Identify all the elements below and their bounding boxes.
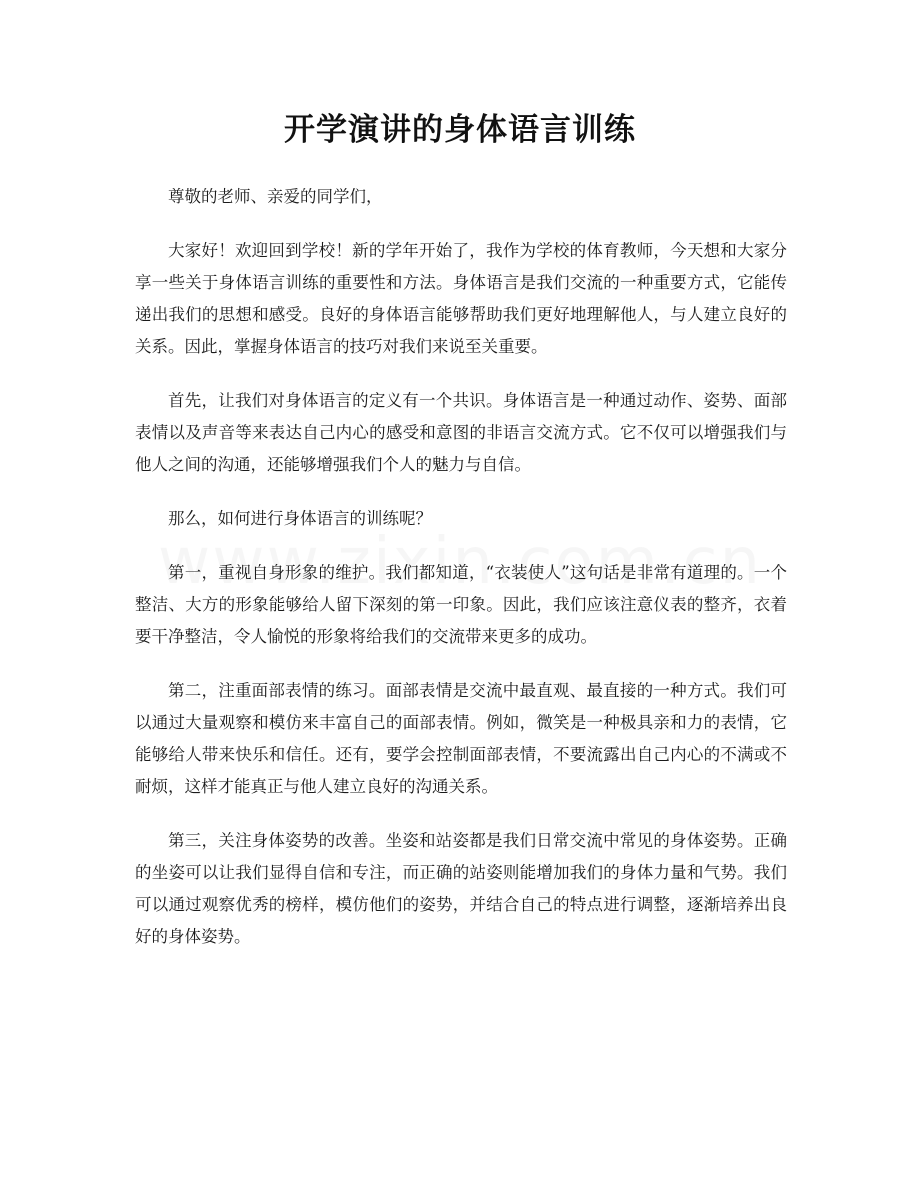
document-body [135,181,787,975]
paragraph-intro: 大家好！欢迎回到学校！新的学年开始了，我作为学校的体育教师，今天想和大家分享一些关于身体语言训练的重要性和方法。身体语言是我们交流的一种重要方式，它能传递出我们的思想和感受。良好的身体语言能够帮助我们更好地理解他人，与人建立良好的关系。因此，掌握身体语言的技巧对我们来说至关重要。 [135,241,787,356]
paragraph-definition: 首先，让我们对身体语言的定义有一个共识。身体语言是一种通过动作、姿势、面部表情以及声音等来表达自己内心的感受和意图的非语言交流方式。它不仅可以增强我们与他人之间的沟通，还能够增强我们个人的魅力与自信。 [135,391,787,474]
paragraph-first-point: 第一，重视自身形象的维护。我们都知道，“衣装使人”这句话是非常有道理的。一个整洁、大方的形象能够给人留下深刻的第一印象。因此，我们应该注意仪表的整齐，衣着要干净整洁，令人愉悦的形象将给我们的交流带来更多的成功。 [135,563,787,646]
paragraph-greeting: 尊敬的老师、亲爱的同学们， [168,187,383,206]
paragraph-second-point: 第二，注重面部表情的练习。面部表情是交流中最直观、最直接的一种方式。我们可以通过大量观察和模仿来丰富自己的面部表情。例如，微笑是一种极具亲和力的表情，它能够给人带来快乐和信任。还有，要学会控制面部表情，不要流露出自己内心的不满或不耐烦，这样才能真正与他人建立良好的沟通关系。 [135,681,787,796]
paragraph-question: 那么，如何进行身体语言的训练呢？ [168,509,432,528]
page-title: 开学演讲的身体语言训练 [284,112,636,148]
paragraph-third-point: 第三，关注身体姿势的改善。坐姿和站姿都是我们日常交流中常见的身体姿势。正确的坐姿可以让我们显得自信和专注，而正确的站姿则能增加我们的身体力量和气势。我们可以通过观察优秀的榜样，模仿他们的姿势，并结合自己的特点进行调整，逐渐培养出良好的身体姿势。 [135,831,787,946]
